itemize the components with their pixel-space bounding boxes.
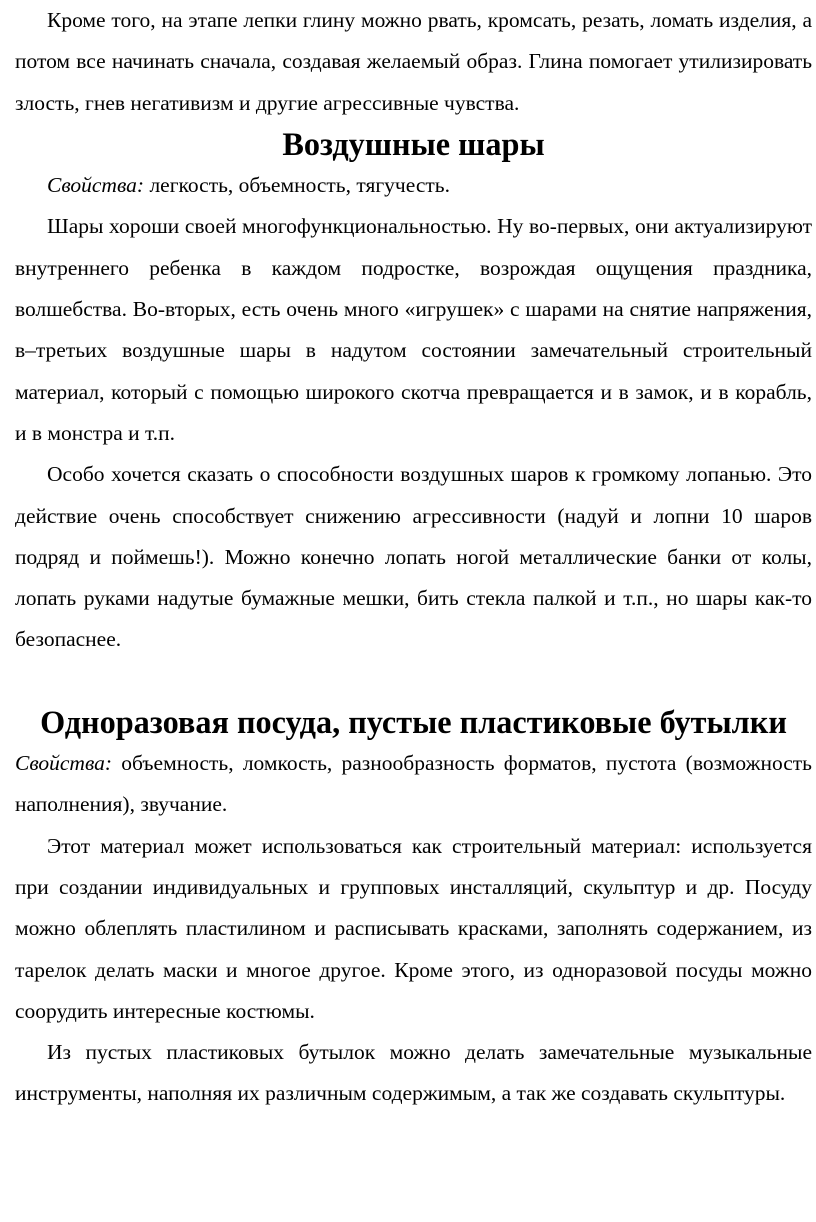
section-heading-balloons: Воздушные шары bbox=[282, 125, 545, 162]
paragraph-balloons-1: Шары хороши своей многофункциональностью. Ну во-первых, они актуализируют внутреннего ребенка в каждом подростке, возрождая ощущения праздника, волшебства. Во-вторых, есть очень много «игрушек» с шарами на снятие напряжения, в–третьих воздушные шары в надутом состоянии замечательный строительный материал, который с помощью широкого скотча превращается и в замок, и в корабль, и в монстра и т.п. bbox=[15, 214, 812, 445]
paragraph-balloons-2: Особо хочется сказать о способности воздушных шаров к громкому лопанью. Это действие очень способствует снижению агрессивности (надуй и лопни 10 шаров подряд и поймешь!). Можно конечно лопать ногой металлические банки от колы, лопать руками надутые бумажные мешки, бить стекла палкой и т.п., но шары как-то безопаснее. bbox=[15, 462, 812, 652]
properties-label: Свойства: bbox=[47, 173, 145, 198]
properties-text: объемность, ломкость, разнообразность форматов, пустота (возможность наполнения), звучание. bbox=[15, 751, 812, 817]
section-heading-disposable: Одноразовая посуда, пустые пластиковые бутылки bbox=[40, 703, 787, 740]
intro-paragraph: Кроме того, на этапе лепки глину можно рвать, кромсать, резать, ломать изделия, а потом все начинать сначала, создавая желаемый образ. Глина помогает утилизировать злость, гнев негативизм и другие агрессивные чувства. bbox=[15, 8, 812, 115]
properties-text: легкость, объемность, тягучесть. bbox=[144, 173, 450, 198]
paragraph-disposable-2: Из пустых пластиковых бутылок можно делать замечательные музыкальные инструменты, наполняя их различным содержимым, а так же создавать скульптуры. bbox=[15, 1040, 812, 1106]
section-spacer bbox=[15, 661, 812, 702]
properties-balloons bbox=[15, 165, 812, 206]
paragraph-disposable-1: Этот материал может использоваться как строительный материал: используется при создании индивидуальных и групповых инсталляций, скульптур и др. Посуду можно облеплять пластилином и расписывать красками, заполнять содержанием, из тарелок делать маски и многое другое. Кроме этого, из одноразовой посуды можно соорудить интересные костюмы. bbox=[15, 833, 812, 1023]
properties-disposable bbox=[15, 743, 812, 826]
properties-label: Свойства: bbox=[15, 751, 113, 776]
document-page bbox=[15, 0, 812, 1115]
